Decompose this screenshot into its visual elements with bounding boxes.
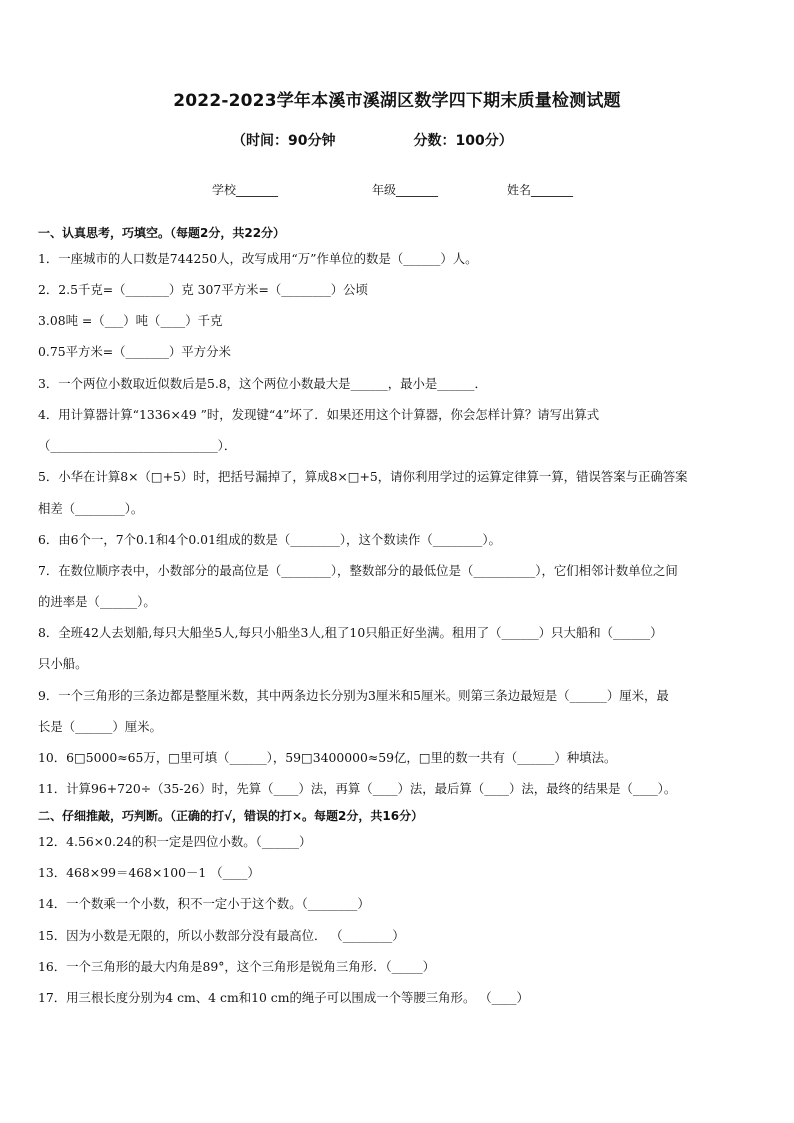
question-line: 相差（________）。 xyxy=(38,501,144,516)
question-line: 只小船。 xyxy=(38,656,88,671)
question-line: 8．全班42人去划船,每只大船坐5人,每只小船坐3人,租了10只船正好坐满。租用了（______）只大船和（______） xyxy=(38,625,663,640)
question-line: 3.08吨 =（___）吨（____）千克 xyxy=(38,313,223,328)
question-line: 1．一座城市的人口数是744250人，改写成用“万”作单位的数是（______）人。 xyxy=(38,251,478,266)
question-line: 0.75平方米=（_______）平方分米 xyxy=(38,344,231,359)
question-line: 2．2.5千克=（_______）克 307平方米=（________）公顷 xyxy=(38,282,368,297)
question-line: 13．468×99＝468×100－1 （____） xyxy=(38,865,260,880)
question-line: （___________________________）． xyxy=(38,438,237,453)
question-line: 3．一个两位小数取近似数后是5.8，这个两位小数最大是______，最小是______． xyxy=(38,376,487,391)
question-line: 长是（______）厘米。 xyxy=(38,719,162,734)
section-heading-judge: 二、仔细推敲，巧判断。（正确的打√，错误的打×。每题2分，共16分） xyxy=(38,809,424,823)
section-heading-fill-blanks: 一、认真思考，巧填空。（每题2分，共22分） xyxy=(38,226,286,240)
name-field: 姓名_______ xyxy=(507,183,574,197)
question-line: 6．由6个一，7个0.1和4个0.01组成的数是（________），这个数读作（________）。 xyxy=(38,532,501,547)
question-line: 10．6□5000≈65万，□里可填（______），59□3400000≈59亿，□里的数一共有（______）种填法。 xyxy=(38,750,617,765)
page-title: 2022-2023学年本溪市溪湖区数学四下期末质量检测试题 xyxy=(173,91,621,111)
question-line: 的进率是（______）。 xyxy=(38,594,156,609)
question-line: 11．计算96+720÷（35-26）时，先算（____）法，再算（____）法，最后算（____）法，最终的结果是（____）。 xyxy=(38,781,677,796)
question-line: 17．用三根长度分别为4 cm、4 cm和10 cm的绳子可以围成一个等腰三角形。 （____） xyxy=(38,990,529,1005)
question-line: 15．因为小数是无限的，所以小数部分没有最高位． （________） xyxy=(38,928,405,943)
grade-field: 年级_______ xyxy=(372,183,439,197)
question-line: 4．用计算器计算“1336×49 ”时，发现键“4”坏了．如果还用这个计算器，你会怎样计算？请写出算式 xyxy=(38,407,600,422)
question-line: 12．4.56×0.24的积一定是四位小数。（______） xyxy=(38,834,312,849)
question-line: 16．一个三角形的最大内角是89°，这个三角形是锐角三角形．（_____） xyxy=(38,959,436,974)
question-line: 5．小华在计算8×（□+5）时，把括号漏掉了，算成8×□+5，请你利用学过的运算定律算一算，错误答案与正确答案 xyxy=(38,469,688,484)
question-line: 7．在数位顺序表中，小数部分的最高位是（________），整数部分的最低位是（__________），它们相邻计数单位之间 xyxy=(38,563,678,578)
time-score-line: （时间：90分钟 分数：100分） xyxy=(232,133,513,149)
question-line: 14．一个数乘一个小数，积不一定小于这个数。（________） xyxy=(38,896,370,911)
question-line: 9．一个三角形的三条边都是整厘米数，其中两条边长分别为3厘米和5厘米。则第三条边最短是（______）厘米，最 xyxy=(38,688,669,703)
school-field: 学校_______ xyxy=(212,183,279,197)
